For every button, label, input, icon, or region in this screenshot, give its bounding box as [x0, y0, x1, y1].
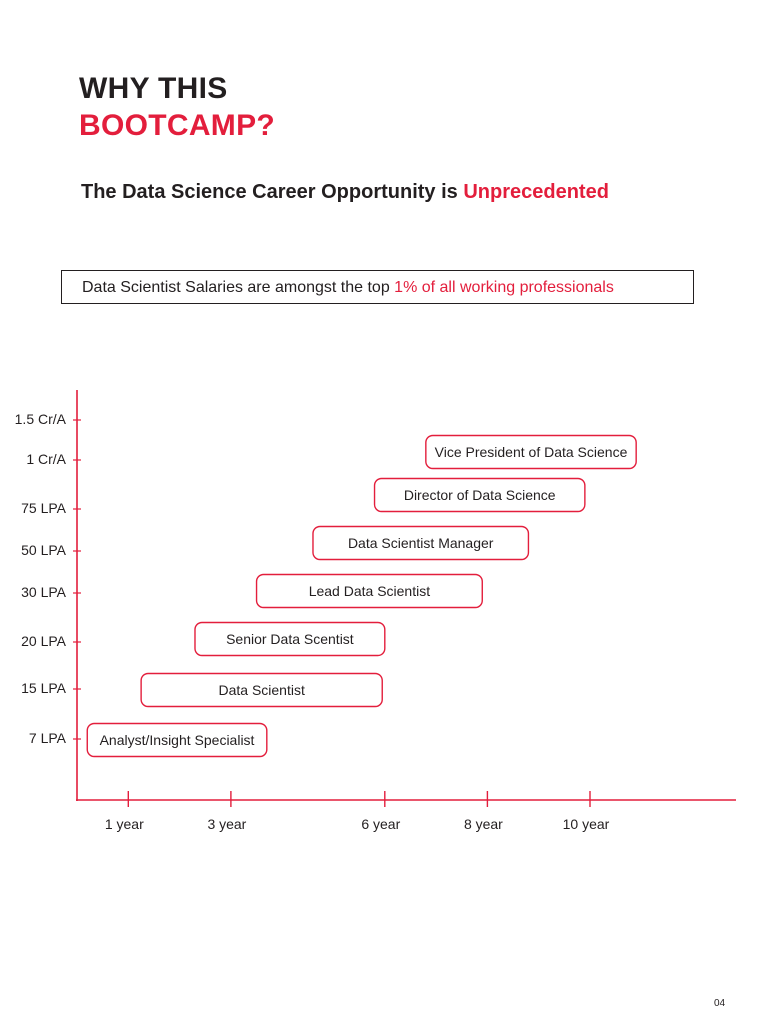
career-salary-chart — [0, 370, 768, 850]
role-label: Data Scientist — [218, 682, 305, 698]
x-tick-label: 3 year — [207, 816, 247, 832]
role-label: Lead Data Scientist — [308, 583, 431, 599]
y-tick-label: 20 LPA — [21, 633, 66, 649]
heading-line-1: WHY THIS — [79, 72, 228, 105]
x-tick-label: 1 year — [104, 816, 144, 832]
page-number: 04 — [714, 998, 726, 1009]
y-tick-label: 30 LPA — [21, 584, 66, 600]
y-tick-label: 1 Cr/A — [26, 451, 66, 467]
y-tick-label: 7 LPA — [28, 730, 66, 746]
role-label: Senior Data Scentist — [226, 631, 354, 647]
role-label: Director of Data Science — [403, 487, 556, 503]
y-tick-label: 75 LPA — [21, 500, 66, 516]
x-tick-label: 8 year — [463, 816, 503, 832]
salary-callout-box — [61, 270, 694, 304]
callout-text: Data Scientist Salaries are amongst the top — [82, 279, 395, 296]
role-label: Vice President of Data Science — [434, 444, 628, 460]
role-label: Analyst/Insight Specialist — [99, 732, 255, 748]
subtitle-text: The Data Science Career Opportunity is — [81, 181, 464, 203]
x-tick-label: 10 year — [562, 816, 610, 832]
role-label: Data Scientist Manager — [347, 535, 494, 551]
y-tick-label: 15 LPA — [21, 680, 66, 696]
y-tick-label: 1.5 Cr/A — [14, 411, 66, 427]
y-tick-label: 50 LPA — [21, 542, 66, 558]
subtitle-highlight: Unprecedented — [463, 181, 609, 203]
heading-line-2: BOOTCAMP? — [79, 109, 276, 142]
x-tick-label: 6 year — [361, 816, 401, 832]
subtitle — [81, 181, 609, 204]
callout-highlight: 1% of all working professionals — [394, 279, 614, 296]
